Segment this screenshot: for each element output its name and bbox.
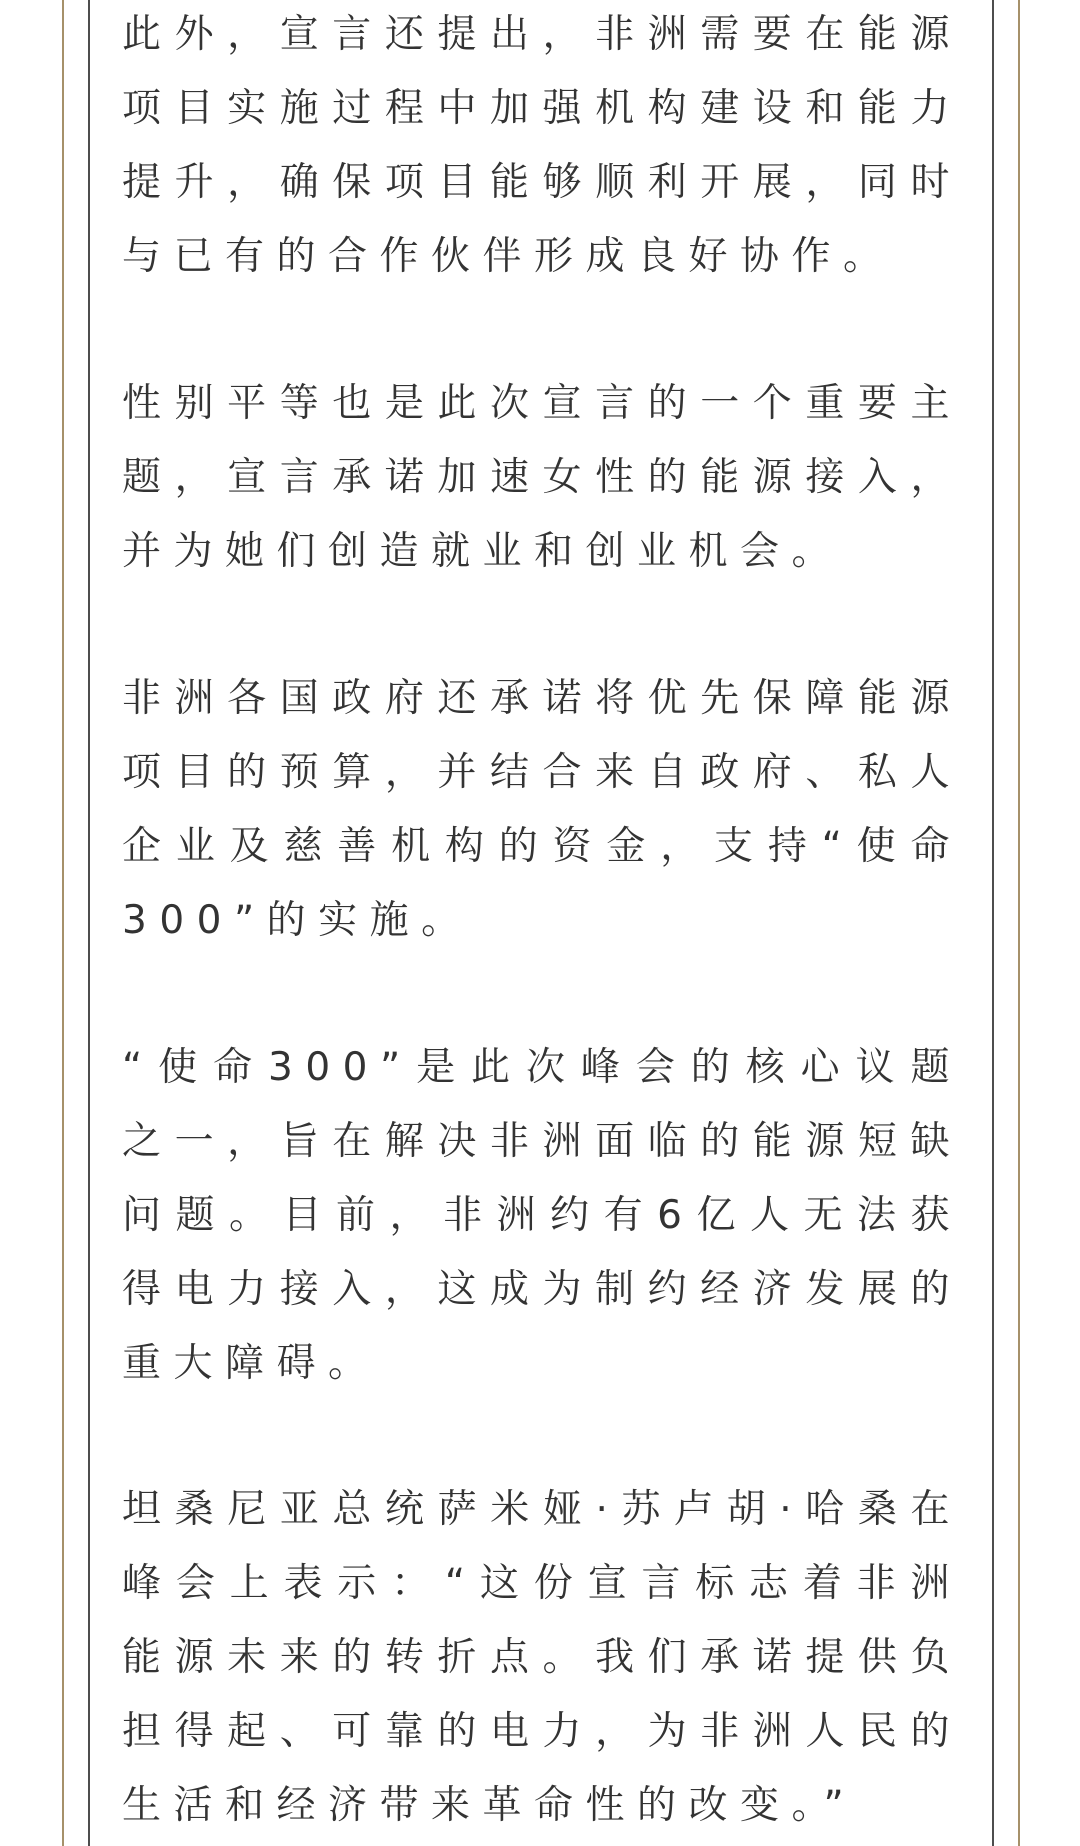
paragraph-president-quote: 坦桑尼亚总统萨米娅·苏卢胡·哈桑在峰会上表示：“这份宣言标志着非洲能源未来的转折点。我们承诺提供负担得起、可靠的电力，为非洲人民的生活和经济带来革命性的改变。” <box>122 1487 962 1828</box>
paragraph-budget-priority: 非洲各国政府还承诺将优先保障能源项目的预算，并结合来自政府、私人企业及慈善机构的资金，支持“使命300”的实施。 <box>122 676 962 943</box>
paragraph-gender-equality: 性别平等也是此次宣言的一个重要主题，宣言承诺加速女性的能源接入，并为她们创造就业和创业机会。 <box>122 381 962 574</box>
paragraph-institution-building: 此外，宣言还提出，非洲需要在能源项目实施过程中加强机构建设和能力提升，确保项目能够顺利开展，同时与已有的合作伙伴形成良好协作。 <box>122 12 962 279</box>
paragraph-mission-300: “使命300”是此次峰会的核心议题之一，旨在解决非洲面临的能源短缺问题。目前，非洲约有6亿人无法获得电力接入，这成为制约经济发展的重大障碍。 <box>122 1045 962 1386</box>
